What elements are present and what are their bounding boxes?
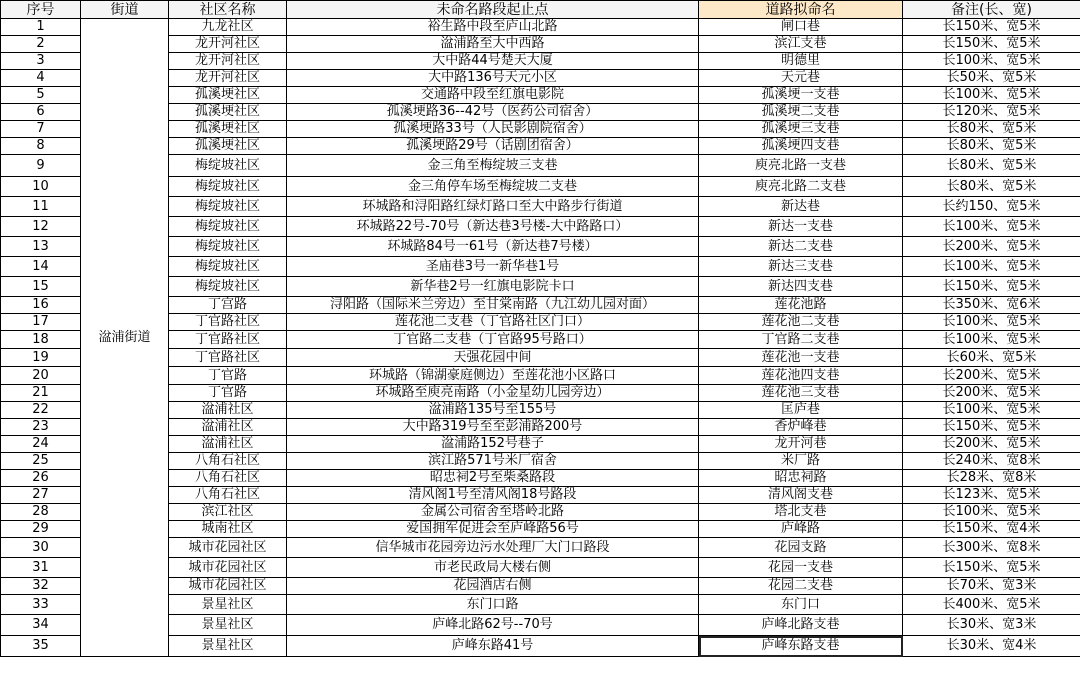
cell-number[interactable]: 7 [1,121,81,138]
cell-number[interactable]: 26 [1,470,81,487]
cell-number[interactable]: 35 [1,636,81,657]
cell-segment[interactable]: 金属公司宿舍至塔岭北路 [287,504,699,521]
cell-segment[interactable]: 金三角至梅绽坡三支巷 [287,155,699,177]
cell-note[interactable]: 长123米、宽5米 [903,487,1080,504]
cell-segment[interactable]: 大中路44号楚天大厦 [287,53,699,70]
cell-note[interactable]: 长100米、宽5米 [903,331,1080,349]
cell-segment[interactable]: 湓浦路至大中西路 [287,36,699,53]
cell-number[interactable]: 11 [1,197,81,217]
cell-community[interactable]: 城市花园社区 [169,538,287,558]
cell-segment[interactable]: 天强花园中间 [287,349,699,367]
cell-road-name[interactable]: 庐峰北路支巷 [699,615,903,636]
cell-community[interactable]: 城市花园社区 [169,578,287,595]
cell-community[interactable]: 城南社区 [169,521,287,538]
cell-note[interactable]: 长100米、宽5米 [903,402,1080,419]
cell-note[interactable]: 长100米、宽5米 [903,257,1080,277]
cell-segment[interactable]: 丁官路二支巷（丁官路95号路口） [287,331,699,349]
cell-community[interactable]: 丁官路社区 [169,331,287,349]
cell-segment[interactable]: 环城路和浔阳路红绿灯路口至大中路步行街道 [287,197,699,217]
cell-community[interactable]: 湓浦社区 [169,419,287,436]
cell-road-name[interactable]: 庾亮北路一支巷 [699,155,903,177]
cell-number[interactable]: 29 [1,521,81,538]
cell-segment[interactable]: 环城路84号一61号（新达巷7号楼） [287,237,699,257]
cell-number[interactable]: 10 [1,177,81,197]
cell-community[interactable]: 丁宫路 [169,297,287,314]
cell-note[interactable]: 长120米、宽5米 [903,104,1080,121]
cell-note[interactable]: 长60米、宽5米 [903,349,1080,367]
cell-note[interactable]: 长80米、宽5米 [903,155,1080,177]
cell-number[interactable]: 8 [1,138,81,155]
cell-number[interactable]: 5 [1,87,81,104]
cell-road-name[interactable]: 新达巷 [699,197,903,217]
cell-road-name[interactable]: 明德里 [699,53,903,70]
cell-community[interactable]: 梅绽坡社区 [169,277,287,297]
cell-road-name[interactable]: 莲花池二支巷 [699,314,903,331]
cell-community[interactable]: 景星社区 [169,595,287,615]
cell-segment[interactable]: 清风阁1号至清风阁18号路段 [287,487,699,504]
cell-road-name[interactable]: 龙开河巷 [699,436,903,453]
cell-segment[interactable]: 浔阳路（国际米兰旁边）至甘棠南路（九江幼儿园对面） [287,297,699,314]
cell-road-name[interactable]: 清风阁支巷 [699,487,903,504]
cell-note[interactable]: 长400米、宽5米 [903,595,1080,615]
cell-segment[interactable]: 新华巷2号一红旗电影院卡口 [287,277,699,297]
cell-number[interactable]: 32 [1,578,81,595]
cell-community[interactable]: 景星社区 [169,615,287,636]
cell-number[interactable]: 13 [1,237,81,257]
cell-number[interactable]: 9 [1,155,81,177]
cell-community[interactable]: 九龙社区 [169,19,287,36]
cell-segment[interactable]: 滨江路571号米厂宿舍 [287,453,699,470]
cell-number[interactable]: 30 [1,538,81,558]
cell-segment[interactable]: 金三角停车场至梅绽坡二支巷 [287,177,699,197]
cell-road-name[interactable]: 莲花池一支巷 [699,349,903,367]
cell-road-name[interactable]: 庐峰东路支巷 [699,636,903,657]
table-row [1,19,1080,36]
cell-segment[interactable]: 大中路136号天元小区 [287,70,699,87]
cell-segment[interactable]: 孤溪埂路29号（话剧团宿舍） [287,138,699,155]
cell-segment[interactable]: 市老民政局大楼右侧 [287,558,699,578]
cell-note[interactable]: 长100米、宽5米 [903,504,1080,521]
cell-road-name[interactable]: 孤溪埂二支巷 [699,104,903,121]
cell-note[interactable]: 长100米、宽5米 [903,217,1080,237]
cell-number[interactable]: 31 [1,558,81,578]
cell-community[interactable]: 孤溪埂社区 [169,87,287,104]
cell-number[interactable]: 33 [1,595,81,615]
cell-community[interactable]: 湓浦社区 [169,436,287,453]
cell-number[interactable]: 22 [1,402,81,419]
cell-note[interactable]: 长30米、宽3米 [903,615,1080,636]
cell-community[interactable]: 景星社区 [169,636,287,657]
cell-road-name[interactable]: 滨江支巷 [699,36,903,53]
cell-number[interactable]: 14 [1,257,81,277]
cell-street[interactable]: 湓浦街道 [81,19,169,657]
cell-note[interactable]: 长100米、宽5米 [903,314,1080,331]
header-cell[interactable]: 未命名路段起止点 [287,1,699,19]
cell-community[interactable]: 梅绽坡社区 [169,197,287,217]
cell-note[interactable]: 长350米、宽6米 [903,297,1080,314]
cell-community[interactable]: 丁官路 [169,385,287,402]
cell-note[interactable]: 长150米、宽5米 [903,558,1080,578]
cell-community[interactable]: 龙开河社区 [169,36,287,53]
cell-number[interactable]: 23 [1,419,81,436]
cell-segment[interactable]: 信华城市花园旁边污水处理厂大门口路段 [287,538,699,558]
cell-road-name[interactable]: 闸口巷 [699,19,903,36]
cell-segment[interactable]: 交通路中段至红旗电影院 [287,87,699,104]
cell-note[interactable]: 长150米、宽4米 [903,521,1080,538]
cell-number[interactable]: 28 [1,504,81,521]
cell-segment[interactable]: 孤溪埂路33号（人民影剧院宿舍） [287,121,699,138]
cell-road-name[interactable]: 昭忠祠路 [699,470,903,487]
cell-segment[interactable]: 裕生路中段至庐山北路 [287,19,699,36]
cell-segment[interactable]: 环城路至庾亮南路（小金星幼儿园旁边） [287,385,699,402]
header-cell-selected[interactable]: 道路拟命名 [699,1,903,19]
cell-community[interactable]: 龙开河社区 [169,53,287,70]
cell-number[interactable]: 21 [1,385,81,402]
cell-road-name[interactable]: 孤溪埂一支巷 [699,87,903,104]
cell-note[interactable]: 长约150、宽5米 [903,197,1080,217]
cell-number[interactable]: 1 [1,19,81,36]
cell-note[interactable]: 长200米、宽5米 [903,436,1080,453]
cell-road-name[interactable]: 莲花池三支巷 [699,385,903,402]
cell-number[interactable]: 2 [1,36,81,53]
cell-community[interactable]: 梅绽坡社区 [169,217,287,237]
cell-road-name[interactable]: 新达一支巷 [699,217,903,237]
cell-road-name[interactable]: 香炉峰巷 [699,419,903,436]
cell-road-name[interactable]: 孤溪埂三支巷 [699,121,903,138]
cell-community[interactable]: 八角石社区 [169,470,287,487]
cell-road-name[interactable]: 新达三支巷 [699,257,903,277]
cell-number[interactable]: 15 [1,277,81,297]
cell-note[interactable]: 长150米、宽5米 [903,277,1080,297]
cell-road-name[interactable]: 天元巷 [699,70,903,87]
cell-note[interactable]: 长28米、宽8米 [903,470,1080,487]
cell-road-name[interactable]: 庐峰路 [699,521,903,538]
cell-community[interactable]: 梅绽坡社区 [169,237,287,257]
cell-segment[interactable]: 环城路（锦湖豪庭侧边）至莲花池小区路口 [287,367,699,385]
cell-number[interactable]: 18 [1,331,81,349]
cell-note[interactable]: 长300米、宽8米 [903,538,1080,558]
cell-note[interactable]: 长80米、宽5米 [903,138,1080,155]
cell-number[interactable]: 19 [1,349,81,367]
cell-number[interactable]: 27 [1,487,81,504]
cell-road-name[interactable]: 新达二支巷 [699,237,903,257]
cell-note[interactable]: 长200米、宽5米 [903,237,1080,257]
cell-note[interactable]: 长150米、宽5米 [903,36,1080,53]
cell-note[interactable]: 长200米、宽5米 [903,367,1080,385]
cell-segment[interactable]: 孤溪埂路36--42号（医药公司宿舍） [287,104,699,121]
cell-note[interactable]: 长50米、宽5米 [903,70,1080,87]
cell-community[interactable]: 孤溪埂社区 [169,104,287,121]
header-cell[interactable]: 备注(长、宽) [903,1,1080,19]
cell-segment[interactable]: 东门口路 [287,595,699,615]
cell-road-name[interactable]: 花园二支巷 [699,578,903,595]
cell-note[interactable]: 长80米、宽5米 [903,121,1080,138]
header-row [1,1,1080,19]
cell-community[interactable]: 孤溪埂社区 [169,121,287,138]
cell-community[interactable]: 龙开河社区 [169,70,287,87]
cell-road-name[interactable]: 庾亮北路二支巷 [699,177,903,197]
cell-segment[interactable]: 昭忠祠2号至柴桑路段 [287,470,699,487]
cell-segment[interactable]: 花园酒店右侧 [287,578,699,595]
cell-segment[interactable]: 大中路319号至至彭浦路200号 [287,419,699,436]
cell-note[interactable]: 长150米、宽5米 [903,19,1080,36]
cell-note[interactable]: 长240米、宽8米 [903,453,1080,470]
cell-segment[interactable]: 莲花池二支巷（丁官路社区门口） [287,314,699,331]
cell-number[interactable]: 17 [1,314,81,331]
cell-road-name[interactable]: 花园一支巷 [699,558,903,578]
cell-number[interactable]: 3 [1,53,81,70]
cell-community[interactable]: 湓浦社区 [169,402,287,419]
cell-road-name[interactable]: 米厂路 [699,453,903,470]
cell-community[interactable]: 梅绽坡社区 [169,155,287,177]
cell-community[interactable]: 八角石社区 [169,453,287,470]
cell-number[interactable]: 20 [1,367,81,385]
cell-road-name[interactable]: 孤溪埂四支巷 [699,138,903,155]
cell-number[interactable]: 34 [1,615,81,636]
cell-community[interactable]: 丁官路社区 [169,314,287,331]
cell-community[interactable]: 梅绽坡社区 [169,257,287,277]
cell-road-name[interactable]: 丁官路二支巷 [699,331,903,349]
cell-number[interactable]: 16 [1,297,81,314]
cell-segment[interactable]: 圣庙巷3号一新华巷1号 [287,257,699,277]
cell-segment[interactable]: 爱国拥军促进会至庐峰路56号 [287,521,699,538]
cell-community[interactable]: 丁官路 [169,367,287,385]
cell-note[interactable]: 长200米、宽5米 [903,385,1080,402]
cell-community[interactable]: 八角石社区 [169,487,287,504]
cell-number[interactable]: 6 [1,104,81,121]
cell-segment[interactable]: 庐峰北路62号--70号 [287,615,699,636]
cell-number[interactable]: 25 [1,453,81,470]
cell-community[interactable]: 滨江社区 [169,504,287,521]
cell-community[interactable]: 孤溪埂社区 [169,138,287,155]
cell-note[interactable]: 长70米、宽3米 [903,578,1080,595]
cell-number[interactable]: 12 [1,217,81,237]
cell-community[interactable]: 梅绽坡社区 [169,177,287,197]
cell-segment[interactable]: 环城路22号-70号（新达巷3号楼-大中路路口） [287,217,699,237]
cell-road-name[interactable]: 塔北支巷 [699,504,903,521]
cell-road-name[interactable]: 莲花池路 [699,297,903,314]
cell-road-name[interactable]: 匡庐巷 [699,402,903,419]
header-cell[interactable]: 社区名称 [169,1,287,19]
cell-note[interactable]: 长100米、宽5米 [903,87,1080,104]
header-cell[interactable]: 序号 [1,1,81,19]
cell-segment[interactable]: 湓浦路135号至155号 [287,402,699,419]
cell-number[interactable]: 4 [1,70,81,87]
cell-note[interactable]: 长150米、宽5米 [903,419,1080,436]
header-cell[interactable]: 街道 [81,1,169,19]
cell-segment[interactable]: 庐峰东路41号 [287,636,699,657]
cell-road-name[interactable]: 新达四支巷 [699,277,903,297]
cell-community[interactable]: 丁官路社区 [169,349,287,367]
cell-road-name[interactable]: 花园支路 [699,538,903,558]
cell-note[interactable]: 长80米、宽5米 [903,177,1080,197]
cell-note[interactable]: 长30米、宽4米 [903,636,1080,657]
cell-note[interactable]: 长100米、宽5米 [903,53,1080,70]
cell-number[interactable]: 24 [1,436,81,453]
cell-road-name[interactable]: 东门口 [699,595,903,615]
cell-segment[interactable]: 湓浦路152号巷子 [287,436,699,453]
cell-community[interactable]: 城市花园社区 [169,558,287,578]
cell-road-name[interactable]: 莲花池四支巷 [699,367,903,385]
